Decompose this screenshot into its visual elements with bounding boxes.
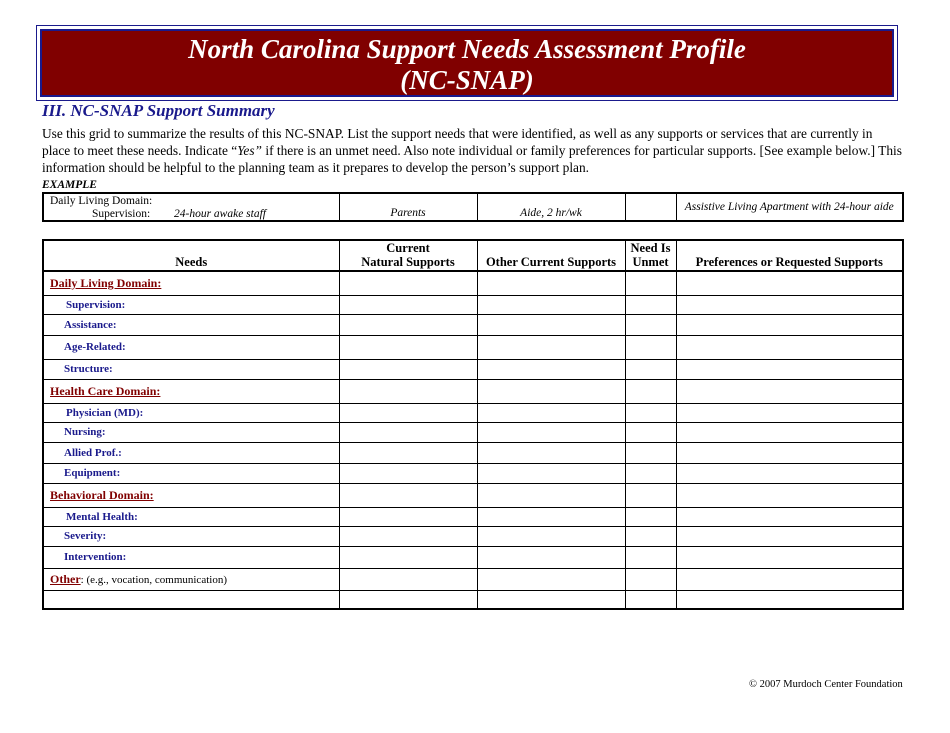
natural-supports-cell[interactable] [339, 463, 477, 483]
natural-supports-cell[interactable] [339, 335, 477, 359]
header-unmet-line1: Need Is [630, 241, 671, 255]
needs-label: Mental Health: [66, 510, 138, 523]
table-row [43, 546, 903, 568]
natural-supports-cell[interactable] [339, 271, 477, 295]
table-row [43, 295, 903, 314]
example-other-cell: Aide, 2 hr/wk [477, 193, 625, 221]
header-other-supports: Other Current Supports [477, 240, 625, 271]
other-supports-cell[interactable] [477, 442, 625, 463]
needs-cell [43, 335, 339, 359]
needs-cell [43, 295, 339, 314]
natural-supports-cell[interactable] [339, 379, 477, 403]
header-needs: Needs [43, 240, 339, 271]
preferences-cell[interactable] [676, 335, 903, 359]
preferences-cell[interactable] [676, 590, 903, 609]
preferences-cell[interactable] [676, 546, 903, 568]
example-row [43, 193, 903, 221]
instructions-yes: Yes” [237, 143, 263, 158]
other-supports-cell[interactable] [477, 568, 625, 590]
header-natural-line2: Natural Supports [361, 255, 455, 269]
needs-label: Nursing: [64, 426, 106, 438]
table-row [43, 568, 903, 590]
needs-label: Physician (MD): [66, 406, 144, 419]
header-need-unmet [625, 240, 676, 271]
need-unmet-cell[interactable] [625, 379, 676, 403]
instructions-paragraph [42, 125, 902, 176]
needs-cell [43, 590, 339, 609]
natural-supports-cell[interactable] [339, 568, 477, 590]
needs-label: Structure: [64, 363, 113, 375]
needs-label: Behavioral Domain: [50, 487, 154, 502]
other-supports-cell[interactable] [477, 295, 625, 314]
instructions-part1: Use this grid to summarize the results of this NC-SNAP. List the support needs that were identified, as well as any supports or services that are currently in place to meet these needs. Indicate “ [42, 126, 873, 158]
preferences-cell[interactable] [676, 526, 903, 546]
preferences-cell[interactable] [676, 463, 903, 483]
other-supports-cell[interactable] [477, 463, 625, 483]
table-row [43, 314, 903, 335]
preferences-cell[interactable] [676, 314, 903, 335]
table-row [43, 590, 903, 609]
need-unmet-cell[interactable] [625, 568, 676, 590]
section-title: III. NC-SNAP Support Summary [42, 101, 275, 120]
example-unmet-cell [625, 193, 676, 221]
other-supports-cell[interactable] [477, 359, 625, 379]
table-row [43, 271, 903, 295]
need-unmet-cell[interactable] [625, 507, 676, 526]
support-summary-table [42, 239, 904, 610]
other-supports-cell[interactable] [477, 526, 625, 546]
natural-supports-cell[interactable] [339, 359, 477, 379]
needs-cell [43, 422, 339, 442]
natural-supports-cell[interactable] [339, 590, 477, 609]
preferences-cell[interactable] [676, 507, 903, 526]
needs-cell [43, 507, 339, 526]
title-banner [40, 29, 894, 97]
preferences-cell[interactable] [676, 295, 903, 314]
needs-label: Age-Related: [64, 341, 126, 353]
needs-label: Equipment: [64, 467, 121, 479]
other-supports-cell[interactable] [477, 335, 625, 359]
table-row [43, 483, 903, 507]
need-unmet-cell[interactable] [625, 590, 676, 609]
needs-label: Daily Living Domain: [50, 275, 162, 290]
natural-supports-cell[interactable] [339, 526, 477, 546]
other-supports-cell[interactable] [477, 590, 625, 609]
need-unmet-cell[interactable] [625, 463, 676, 483]
other-supports-cell[interactable] [477, 379, 625, 403]
preferences-cell[interactable] [676, 483, 903, 507]
need-unmet-cell[interactable] [625, 422, 676, 442]
example-need-cell [43, 193, 339, 221]
table-row [43, 403, 903, 422]
table-row [43, 463, 903, 483]
need-unmet-cell[interactable] [625, 403, 676, 422]
example-natural-cell: Parents [339, 193, 477, 221]
needs-cell [43, 483, 339, 507]
preferences-cell[interactable] [676, 271, 903, 295]
needs-label: Allied Prof.: [64, 446, 122, 459]
other-note: : (e.g., vocation, communication) [80, 573, 227, 586]
needs-cell [43, 526, 339, 546]
natural-supports-cell[interactable] [339, 442, 477, 463]
need-unmet-cell[interactable] [625, 335, 676, 359]
needs-label: Other [50, 571, 81, 586]
need-unmet-cell[interactable] [625, 546, 676, 568]
natural-supports-cell[interactable] [339, 422, 477, 442]
table-row [43, 442, 903, 463]
needs-cell [43, 442, 339, 463]
other-supports-cell[interactable] [477, 546, 625, 568]
needs-cell [43, 463, 339, 483]
natural-supports-cell[interactable] [339, 314, 477, 335]
table-row [43, 526, 903, 546]
table-header-row [43, 240, 903, 271]
preferences-cell[interactable] [676, 403, 903, 422]
other-supports-cell[interactable] [477, 314, 625, 335]
table-row [43, 507, 903, 526]
need-unmet-cell[interactable] [625, 526, 676, 546]
need-unmet-cell[interactable] [625, 442, 676, 463]
needs-cell [43, 271, 339, 295]
other-supports-cell[interactable] [477, 403, 625, 422]
preferences-cell[interactable] [676, 442, 903, 463]
preferences-cell[interactable] [676, 379, 903, 403]
needs-cell [43, 359, 339, 379]
needs-cell [43, 379, 339, 403]
title-banner-frame [36, 25, 898, 101]
other-supports-cell[interactable] [477, 271, 625, 295]
header-preferences: Preferences or Requested Supports [676, 240, 903, 271]
natural-supports-cell[interactable] [339, 507, 477, 526]
example-label: EXAMPLE [42, 179, 97, 191]
needs-label: Assistance: [64, 318, 117, 331]
example-preference-cell: Assistive Living Apartment with 24-hour aide [676, 193, 903, 221]
needs-cell [43, 546, 339, 568]
table-row [43, 422, 903, 442]
example-domain: Daily Living Domain: [50, 195, 153, 207]
instructions-part2: if there is an unmet need. Also note individual or family preferences for particular supports. [See example below.] This information should be helpful to the planning team as it prepares to develop the person’s support plan. [42, 143, 902, 175]
need-unmet-cell[interactable] [625, 314, 676, 335]
needs-label: Intervention: [64, 551, 127, 563]
needs-label: Supervision: [66, 298, 126, 311]
copyright-footer: © 2007 Murdoch Center Foundation [749, 679, 903, 690]
preferences-cell[interactable] [676, 568, 903, 590]
natural-supports-cell[interactable] [339, 546, 477, 568]
other-supports-cell[interactable] [477, 507, 625, 526]
need-unmet-cell[interactable] [625, 483, 676, 507]
need-unmet-cell[interactable] [625, 359, 676, 379]
other-supports-cell[interactable] [477, 483, 625, 507]
table-body [43, 271, 903, 609]
example-item: Supervision: [92, 208, 151, 220]
header-natural-line1: Current [386, 241, 430, 255]
natural-supports-cell[interactable] [339, 483, 477, 507]
table-row [43, 379, 903, 403]
natural-supports-cell[interactable] [339, 403, 477, 422]
needs-label: Health Care Domain: [50, 383, 161, 398]
title-line-2: (NC-SNAP) [400, 65, 534, 95]
needs-cell [43, 403, 339, 422]
preferences-cell[interactable] [676, 359, 903, 379]
needs-label: Severity: [64, 530, 107, 542]
header-natural-supports [339, 240, 477, 271]
needs-cell [43, 314, 339, 335]
natural-supports-cell[interactable] [339, 295, 477, 314]
needs-cell [43, 568, 339, 590]
header-unmet-line2: Unmet [632, 255, 669, 269]
title-line-1: North Carolina Support Needs Assessment Profile [188, 34, 746, 64]
other-supports-cell[interactable] [477, 422, 625, 442]
table-row [43, 335, 903, 359]
example-table [42, 192, 904, 222]
preferences-cell[interactable] [676, 422, 903, 442]
table-row [43, 359, 903, 379]
need-unmet-cell[interactable] [625, 295, 676, 314]
example-need: 24-hour awake staff [174, 208, 266, 220]
need-unmet-cell[interactable] [625, 271, 676, 295]
